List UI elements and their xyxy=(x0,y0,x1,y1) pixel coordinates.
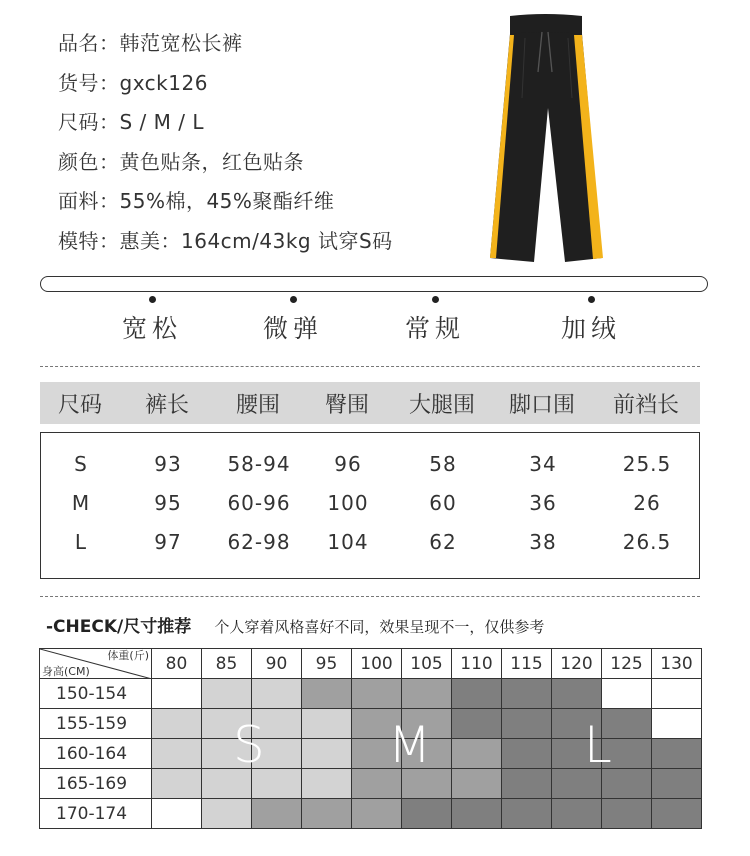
info-model: 模特：惠美：164cm/43kg 试穿S码 xyxy=(58,228,393,253)
weight-header: 95 xyxy=(302,649,352,679)
grid-cell xyxy=(652,679,702,709)
check-note: 个人穿着风格喜好不同，效果呈现不一，仅供参考 xyxy=(214,618,545,636)
check-heading: -CHECK/尺寸推荐 xyxy=(46,617,192,637)
feature-lining: 加绒 xyxy=(531,292,651,345)
height-row-label: 165-169 xyxy=(40,769,152,799)
grid-cell xyxy=(652,799,702,829)
grid-cell xyxy=(202,799,252,829)
grid-cell xyxy=(552,799,602,829)
product-info xyxy=(58,28,393,265)
feature-thickness: 常规 xyxy=(375,292,495,345)
grid-cell xyxy=(502,799,552,829)
size-letter-s: S xyxy=(233,716,265,774)
size-table-body xyxy=(40,432,700,579)
feature-stretch: 微弹 xyxy=(233,292,353,345)
size-letter-l: L xyxy=(584,716,612,774)
grid-cell xyxy=(502,679,552,709)
size-row-l: L 97 62-98 104 62 38 26.5 xyxy=(74,530,672,554)
grid-cell xyxy=(252,679,302,709)
grid-cell xyxy=(602,679,652,709)
grid-cell xyxy=(452,799,502,829)
height-row-label: 160-164 xyxy=(40,739,152,769)
weight-header: 85 xyxy=(202,649,252,679)
weight-header: 110 xyxy=(452,649,502,679)
grid-cell xyxy=(402,679,452,709)
pants-image xyxy=(470,8,620,270)
info-colors: 颜色：黄色贴条，红色贴条 xyxy=(58,149,304,174)
info-sizes: 尺码：S / M / L xyxy=(58,110,204,134)
grid-cell xyxy=(302,679,352,709)
dashed-divider xyxy=(40,596,700,597)
grid-cell xyxy=(502,739,552,769)
grid-cell xyxy=(202,679,252,709)
grid-cell xyxy=(302,739,352,769)
grid-cell xyxy=(352,679,402,709)
header-hip: 臀围 xyxy=(324,392,369,418)
height-row-label: 155-159 xyxy=(40,709,152,739)
grid-cell xyxy=(602,799,652,829)
grid-cell xyxy=(652,739,702,769)
weight-header: 100 xyxy=(352,649,402,679)
grid-cell xyxy=(552,679,602,709)
grid-cell xyxy=(152,679,202,709)
grid-cell xyxy=(252,799,302,829)
grid-cell xyxy=(302,709,352,739)
grid-cell xyxy=(152,739,202,769)
grid-cell xyxy=(402,799,452,829)
grid-cell xyxy=(352,799,402,829)
size-row-s: S 93 58-94 96 58 34 25.5 xyxy=(74,452,672,476)
info-name: 品名：韩范宽松长裤 xyxy=(58,31,243,55)
size-table-header xyxy=(40,382,700,424)
grid-row xyxy=(40,679,702,709)
grid-cell xyxy=(452,739,502,769)
feature-dot xyxy=(432,296,439,303)
size-letter-m: M xyxy=(388,716,432,774)
weight-header: 120 xyxy=(552,649,602,679)
header-hem: 脚口围 xyxy=(508,392,575,418)
grid-cell xyxy=(452,769,502,799)
header-length: 裤长 xyxy=(144,392,189,418)
height-axis-label: 身高(CM) xyxy=(42,665,90,678)
weight-header: 125 xyxy=(602,649,652,679)
header-rise: 前裆长 xyxy=(612,392,679,418)
grid-cell xyxy=(452,679,502,709)
grid-cell xyxy=(302,769,352,799)
header-waist: 腰围 xyxy=(235,392,280,418)
grid-cell xyxy=(502,769,552,799)
weight-header: 80 xyxy=(152,649,202,679)
grid-cell xyxy=(452,709,502,739)
grid-cell xyxy=(152,799,202,829)
feature-dot xyxy=(149,296,156,303)
height-row-label: 150-154 xyxy=(40,679,152,709)
info-fabric: 面料：55%棉，45%聚酯纤维 xyxy=(58,189,335,213)
grid-row xyxy=(40,799,702,829)
feature-dot xyxy=(290,296,297,303)
weight-header: 130 xyxy=(652,649,702,679)
check-title xyxy=(46,612,544,637)
grid-cell xyxy=(652,769,702,799)
divider-capsule xyxy=(40,276,708,292)
dashed-divider xyxy=(40,366,700,367)
grid-cell xyxy=(652,709,702,739)
header-thigh: 大腿围 xyxy=(408,392,475,418)
feature-fit: 宽松 xyxy=(92,292,212,345)
grid-cell xyxy=(302,799,352,829)
header-size: 尺码 xyxy=(57,392,102,418)
weight-axis-label: 体重(斤) xyxy=(107,649,149,662)
grid-cell xyxy=(152,709,202,739)
size-row-m: M 95 60-96 100 60 36 26 xyxy=(71,491,661,515)
weight-header: 90 xyxy=(252,649,302,679)
height-row-label: 170-174 xyxy=(40,799,152,829)
weight-header: 115 xyxy=(502,649,552,679)
grid-cell xyxy=(152,769,202,799)
size-recommendation-grid xyxy=(39,648,702,829)
grid-cell xyxy=(502,709,552,739)
info-sku: 货号：gxck126 xyxy=(58,70,208,95)
grid-corner xyxy=(40,649,152,679)
weight-header: 105 xyxy=(402,649,452,679)
feature-list xyxy=(0,292,750,352)
feature-dot xyxy=(588,296,595,303)
